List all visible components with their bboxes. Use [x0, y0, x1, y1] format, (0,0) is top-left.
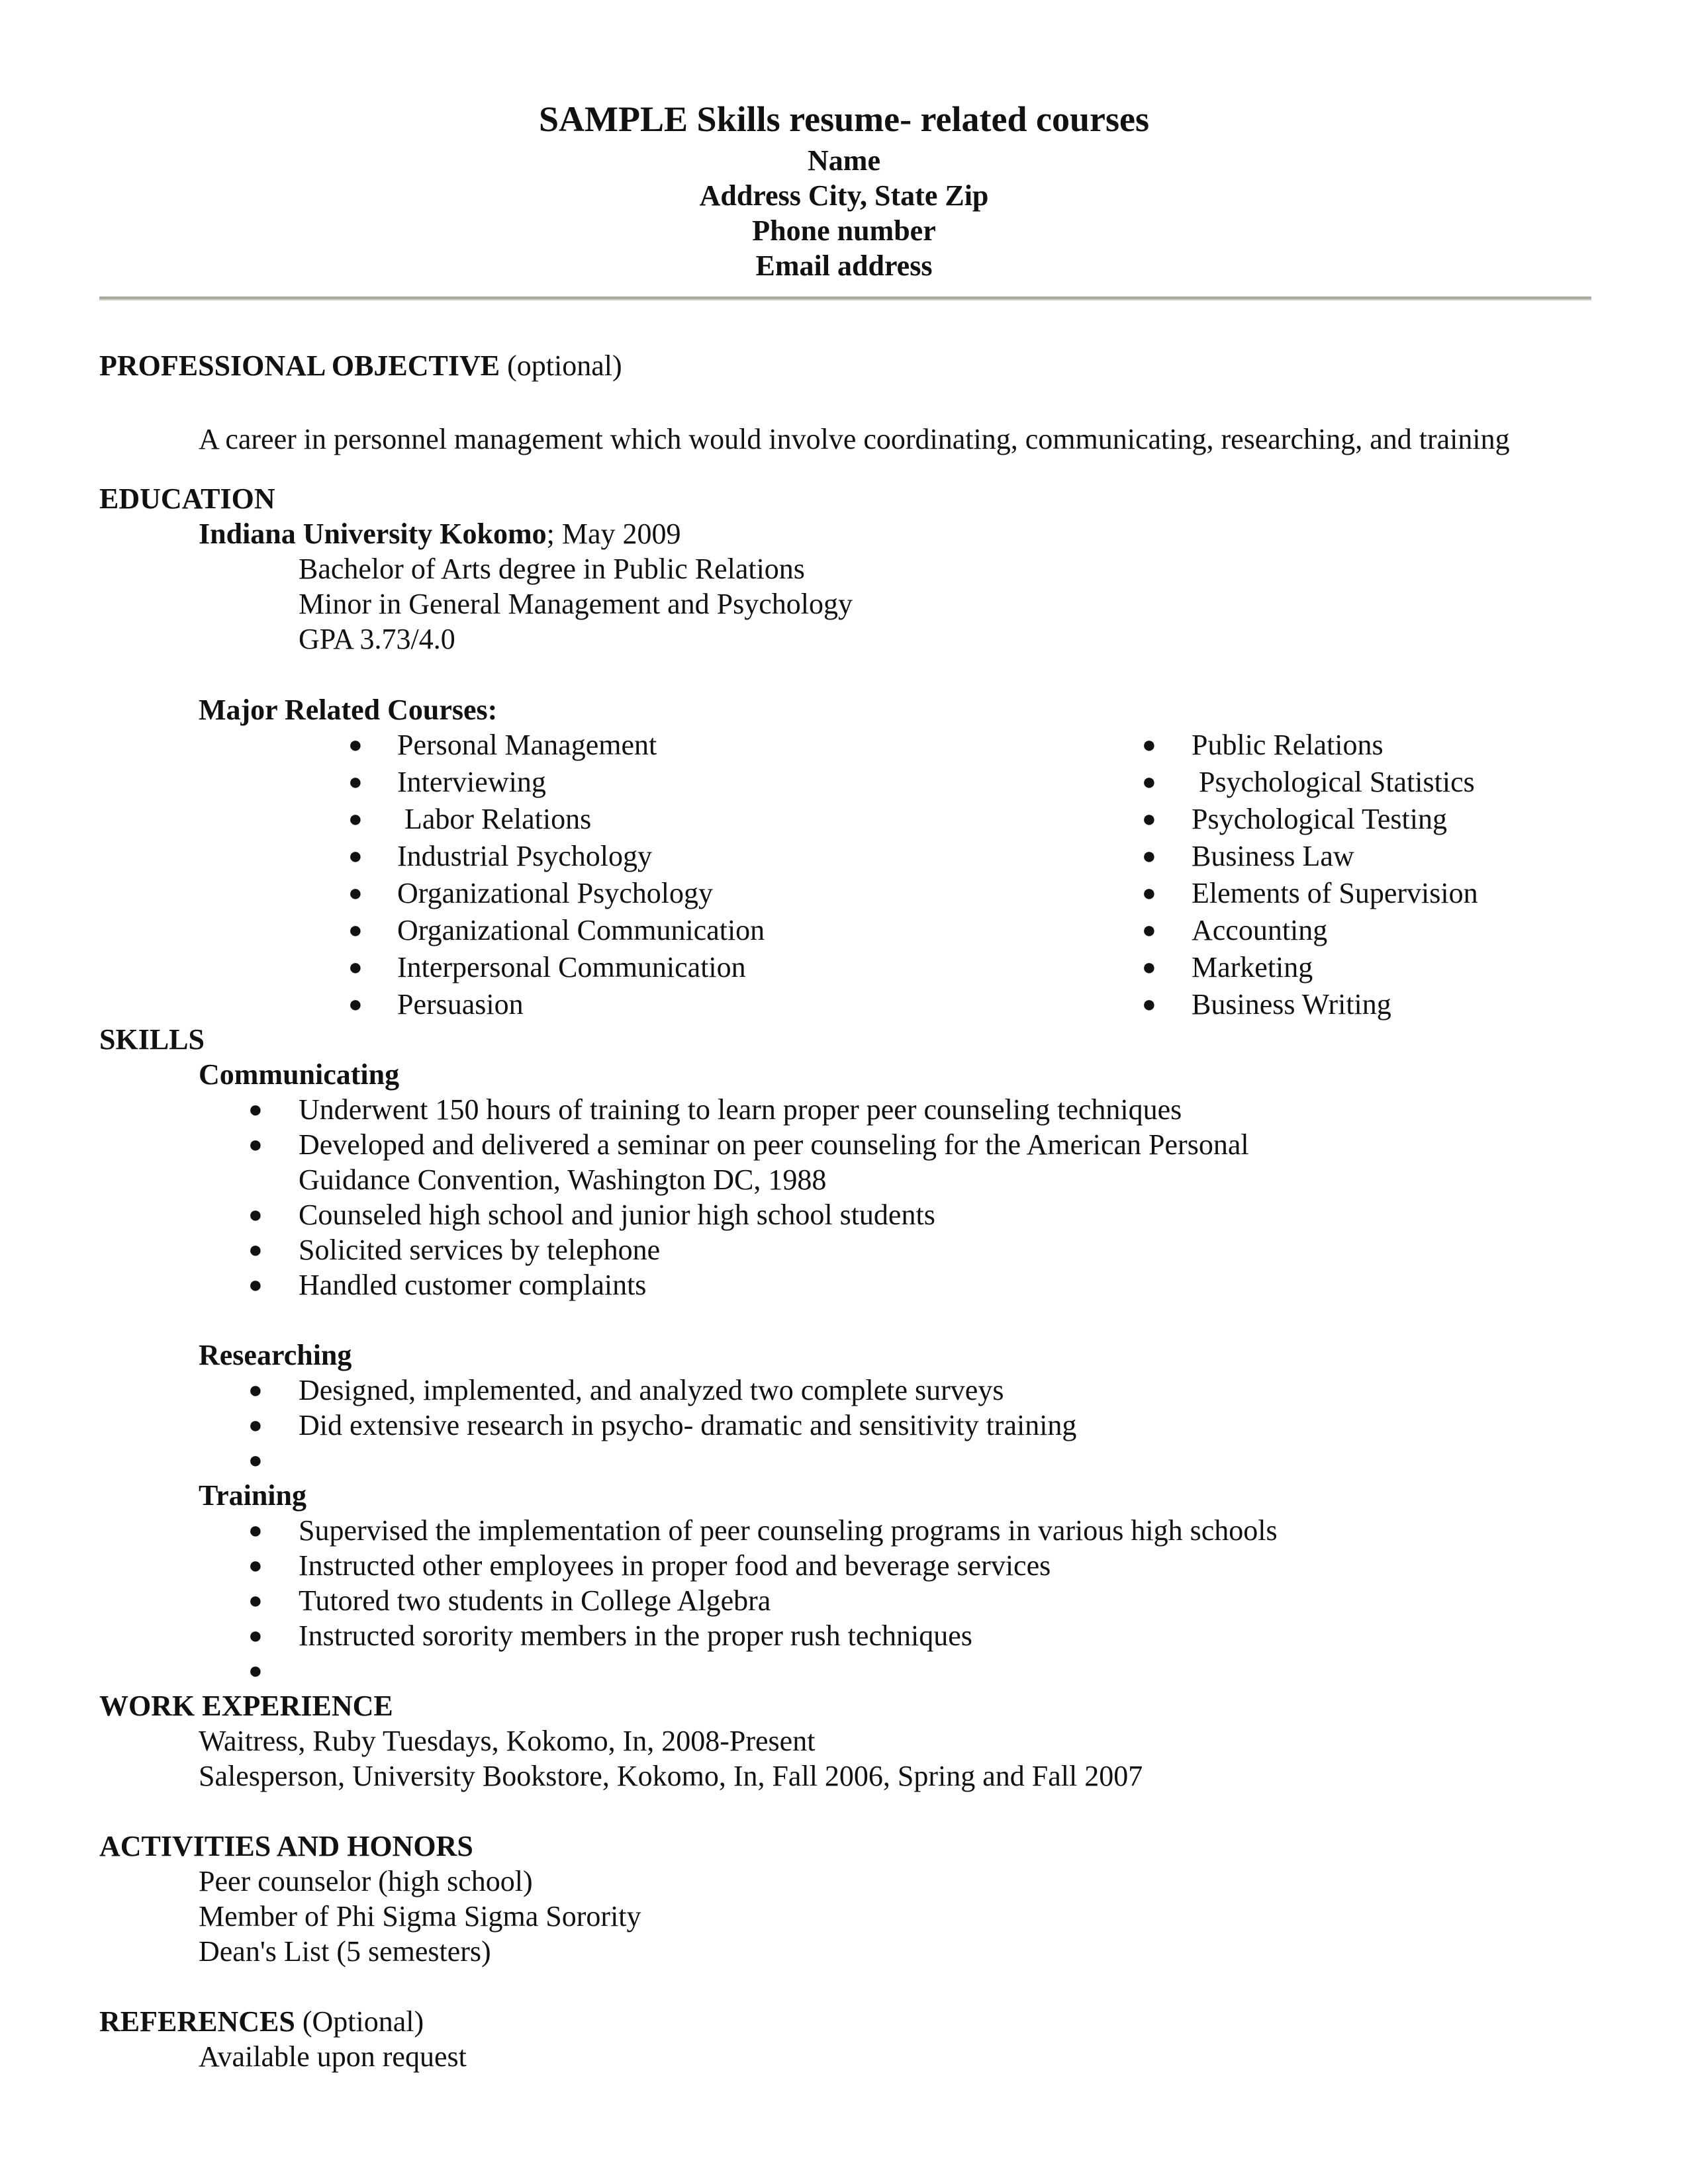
- activity-item: Peer counselor (high school): [199, 1865, 533, 1897]
- communicating-item-continued: Guidance Convention, Washington DC, 1988: [299, 1163, 827, 1196]
- bullet-icon: ●: [1142, 768, 1156, 795]
- course-right-item: Psychological Statistics: [1192, 766, 1475, 798]
- bullet-icon: ●: [348, 917, 363, 943]
- course-right-item: Marketing: [1192, 951, 1313, 983]
- work-item: Waitress, Ruby Tuesdays, Kokomo, In, 2008-Present: [199, 1725, 816, 1757]
- bullet-icon: ●: [248, 1236, 263, 1263]
- course-right-item: Psychological Testing: [1192, 803, 1447, 835]
- bullet-icon: ●: [1142, 842, 1156, 869]
- contact-email: Email address: [755, 250, 933, 282]
- bullet-icon: ●: [348, 991, 363, 1017]
- activity-item: Member of Phi Sigma Sigma Sorority: [199, 1900, 641, 1933]
- bullet-icon: ●: [348, 954, 363, 980]
- bullet-icon: ●: [1142, 917, 1156, 943]
- activities-heading: ACTIVITIES AND HONORS: [99, 1830, 473, 1862]
- researching-heading: Researching: [199, 1339, 352, 1371]
- contact-address: Address City, State Zip: [699, 179, 989, 212]
- education-gpa: GPA 3.73/4.0: [299, 623, 455, 655]
- training-item: Instructed other employees in proper food and beverage services: [299, 1549, 1051, 1582]
- bullet-icon: ●: [248, 1552, 263, 1578]
- references-heading-note: (Optional): [295, 2005, 424, 2038]
- training-item: Tutored two students in College Algebra: [299, 1584, 771, 1617]
- bullet-icon: ●: [248, 1447, 263, 1473]
- training-item: Instructed sorority members in the proper rush techniques: [299, 1619, 972, 1652]
- references-heading: REFERENCES: [99, 2005, 295, 2038]
- course-right-item: Business Writing: [1192, 988, 1391, 1021]
- bullet-icon: ●: [348, 731, 363, 758]
- course-left-item: Industrial Psychology: [397, 840, 652, 872]
- bullet-icon: ●: [248, 1622, 263, 1649]
- communicating-item: Solicited services by telephone: [299, 1234, 661, 1266]
- objective-heading-line: [99, 348, 622, 383]
- bullet-icon: ●: [348, 842, 363, 869]
- course-right-item: Business Law: [1192, 840, 1354, 872]
- bullet-icon: ●: [248, 1587, 263, 1614]
- bullet-icon: ●: [248, 1096, 263, 1122]
- course-left-item: Organizational Communication: [397, 914, 765, 946]
- course-left-item: Interpersonal Communication: [397, 951, 746, 983]
- course-right-item: Elements of Supervision: [1192, 877, 1478, 909]
- objective-text: A career in personnel management which would involve coordinating, communicating, researching, and training: [199, 423, 1510, 455]
- education-school: Indiana University Kokomo: [199, 518, 547, 550]
- contact-block: [0, 143, 1688, 283]
- objective-heading-note: (optional): [500, 349, 622, 382]
- communicating-item: Underwent 150 hours of training to learn proper peer counseling techniques: [299, 1093, 1182, 1126]
- activity-item: Dean's List (5 semesters): [199, 1935, 491, 1968]
- bullet-icon: ●: [248, 1377, 263, 1403]
- researching-item: Did extensive research in psycho- dramatic and sensitivity training: [299, 1409, 1077, 1441]
- bullet-icon: ●: [1142, 880, 1156, 906]
- course-left-item: Persuasion: [397, 988, 524, 1021]
- training-heading: Training: [199, 1479, 307, 1512]
- bullet-icon: ●: [348, 768, 363, 795]
- communicating-item: Developed and delivered a seminar on peer counseling for the American Personal: [299, 1128, 1249, 1161]
- skills-heading: SKILLS: [99, 1023, 205, 1056]
- contact-phone: Phone number: [752, 214, 936, 247]
- work-item: Salesperson, University Bookstore, Kokomo, In, Fall 2006, Spring and Fall 2007: [199, 1760, 1143, 1792]
- training-item: Supervised the implementation of peer counseling programs in various high schools: [299, 1514, 1278, 1547]
- course-left-item: Interviewing: [397, 766, 546, 798]
- bullet-icon: ●: [248, 1201, 263, 1228]
- course-right-item: Public Relations: [1192, 729, 1383, 761]
- communicating-heading: Communicating: [199, 1058, 400, 1091]
- bullet-icon: ●: [1142, 805, 1156, 832]
- objective-heading: PROFESSIONAL OBJECTIVE: [99, 349, 500, 382]
- bullet-icon: ●: [348, 880, 363, 906]
- references-heading-line: [99, 2004, 424, 2039]
- bullet-icon: ●: [248, 1271, 263, 1298]
- work-heading: WORK EXPERIENCE: [99, 1690, 393, 1722]
- courses-heading: Major Related Courses:: [199, 694, 498, 726]
- bullet-icon: ●: [1142, 731, 1156, 758]
- communicating-item: Handled customer complaints: [299, 1269, 647, 1301]
- education-degree: Bachelor of Arts degree in Public Relations: [299, 553, 805, 585]
- bullet-icon: ●: [248, 1517, 263, 1543]
- contact-name: Name: [808, 144, 880, 177]
- references-text: Available upon request: [199, 2040, 467, 2073]
- education-heading: EDUCATION: [99, 482, 275, 515]
- bullet-icon: ●: [348, 805, 363, 832]
- bullet-icon: ●: [248, 1131, 263, 1158]
- communicating-item: Counseled high school and junior high school students: [299, 1199, 935, 1231]
- researching-item: Designed, implemented, and analyzed two complete surveys: [299, 1374, 1004, 1406]
- bullet-icon: ●: [1142, 954, 1156, 980]
- course-left-item: Labor Relations: [397, 803, 592, 835]
- resume-title: SAMPLE Skills resume- related courses: [539, 99, 1149, 139]
- education-school-line: [199, 516, 681, 551]
- bullet-icon: ●: [1142, 991, 1156, 1017]
- bullet-icon: ●: [248, 1412, 263, 1438]
- course-right-item: Accounting: [1192, 914, 1328, 946]
- education-minor: Minor in General Management and Psychology: [299, 588, 853, 620]
- education-date: ; May 2009: [546, 518, 681, 550]
- bullet-icon: ●: [248, 1657, 263, 1684]
- header-divider: [99, 296, 1591, 300]
- course-left-item: Personal Management: [397, 729, 657, 761]
- course-left-item: Organizational Psychology: [397, 877, 713, 909]
